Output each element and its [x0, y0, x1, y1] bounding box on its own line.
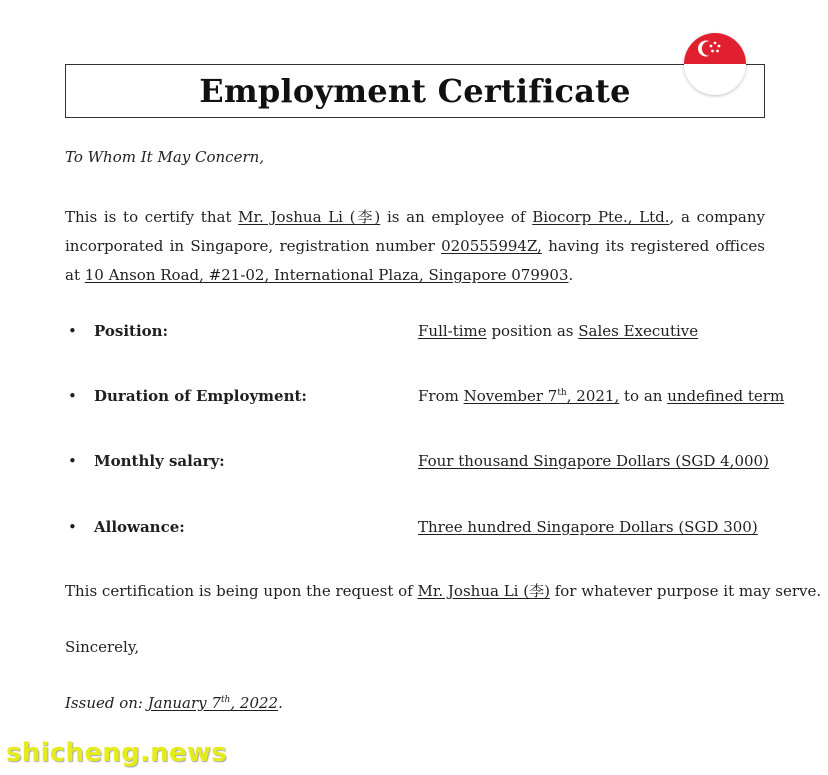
issued-date — [65, 694, 283, 712]
intro-text-1: This is to certify that — [65, 208, 239, 226]
detail-position — [65, 322, 785, 344]
salary-value: Four thousand Singapore Dollars (SGD 4,000) — [418, 452, 769, 470]
issued-label: Issued on: — [65, 694, 148, 712]
registered-address: 10 Anson Road, #21-02, International Plaza, Singapore 079903 — [84, 266, 569, 284]
singapore-flag-icon — [684, 33, 746, 95]
position-value — [418, 322, 698, 340]
duration-start-day: November 7 — [463, 387, 558, 405]
position-mid: position as — [486, 322, 579, 340]
watermark: shicheng.news — [6, 738, 227, 768]
closing-text-1: This certification is being upon the request of — [65, 582, 418, 600]
salary-label: Monthly salary: — [94, 452, 225, 470]
allowance-label: Allowance: — [94, 518, 185, 536]
salutation: To Whom It May Concern, — [65, 148, 265, 166]
document-title: Employment Certificate — [199, 72, 631, 110]
detail-allowance — [65, 518, 785, 540]
issued-year: , 2022 — [230, 694, 279, 712]
issued-sup: th — [220, 695, 231, 705]
issued-day: January 7 — [147, 694, 221, 712]
registration-number: 020555994Z, — [441, 237, 542, 255]
intro-text-5: . — [568, 266, 574, 284]
duration-start-year: , 2021, — [566, 387, 620, 405]
closing-paragraph — [65, 580, 822, 601]
bullet-icon: • — [68, 518, 77, 536]
employee-name: Mr. Joshua Li (李) — [238, 208, 381, 226]
duration-prefix: From — [418, 387, 464, 405]
duration-start — [464, 387, 620, 405]
duration-start-sup: th — [557, 388, 567, 398]
bullet-icon: • — [68, 452, 77, 470]
issued-end: . — [278, 694, 283, 712]
intro-paragraph — [65, 203, 765, 290]
duration-term: undefined term — [667, 387, 785, 405]
sign-off: Sincerely, — [65, 638, 140, 656]
allowance-value: Three hundred Singapore Dollars (SGD 300) — [418, 518, 758, 536]
intro-text-2: is an employee of — [380, 208, 533, 226]
detail-duration — [65, 387, 785, 409]
position-label: Position: — [94, 322, 169, 340]
intro-text-3: , a company incorporated in Singapore, registration number — [65, 208, 765, 255]
duration-label: Duration of Employment: — [94, 387, 307, 405]
position-type: Full-time — [418, 322, 487, 340]
company-name: Biocorp Pte., Ltd. — [532, 208, 670, 226]
duration-value — [418, 387, 784, 405]
title-box — [65, 64, 765, 118]
issued-value — [148, 694, 278, 712]
bullet-icon: • — [68, 322, 77, 340]
position-title: Sales Executive — [578, 322, 699, 340]
closing-text-2: for whatever purpose it may serve. — [549, 582, 822, 600]
duration-mid: to an — [619, 387, 668, 405]
intro-text-4: having its registered offices at — [65, 237, 765, 284]
bullet-icon: • — [68, 387, 77, 405]
detail-salary — [65, 452, 785, 474]
closing-name: Mr. Joshua Li (李) — [417, 582, 550, 600]
